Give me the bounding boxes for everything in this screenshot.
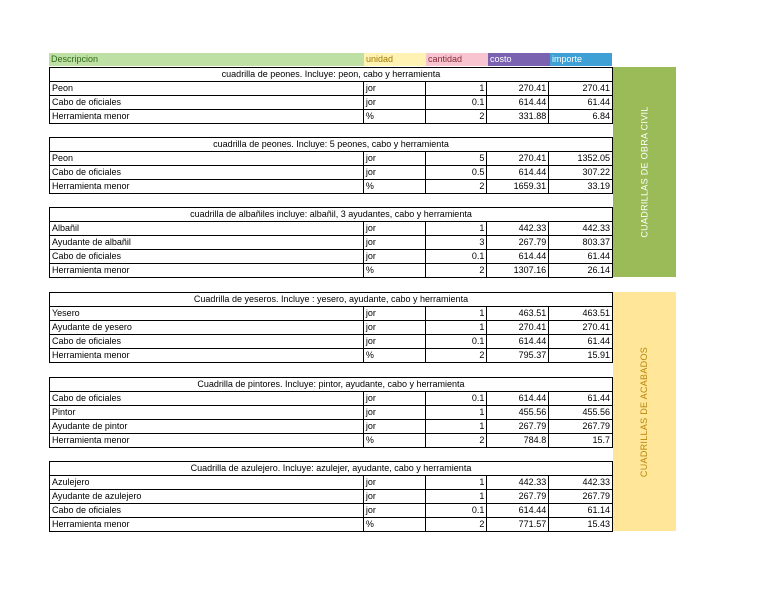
cell-cantidad[interactable]: 1 xyxy=(426,406,488,419)
cell-unidad[interactable]: jor xyxy=(364,490,426,503)
cell-descripcion[interactable]: Herramienta menor xyxy=(50,180,364,193)
table-row xyxy=(50,222,612,236)
cell-unidad[interactable]: jor xyxy=(364,96,426,109)
cell-unidad[interactable]: % xyxy=(364,180,426,193)
crew-block-title[interactable]: cuadrilla de albañiles incluye: albañil, 3 ayudantes, cabo y herramienta xyxy=(50,208,612,222)
cell-unidad[interactable]: jor xyxy=(364,152,426,165)
cell-unidad[interactable]: jor xyxy=(364,392,426,405)
cell-descripcion[interactable]: Albañil xyxy=(50,222,364,235)
cell-cantidad[interactable]: 0.1 xyxy=(426,392,488,405)
cell-costo[interactable]: 270.41 xyxy=(487,152,549,165)
cell-cantidad[interactable]: 0.1 xyxy=(426,250,488,263)
cell-importe[interactable]: 61.14 xyxy=(587,505,610,515)
table-row xyxy=(50,180,612,193)
cell-cantidad[interactable]: 1 xyxy=(426,222,488,235)
header-unidad[interactable]: unidad xyxy=(364,53,426,66)
table-row xyxy=(50,250,612,264)
cell-importe[interactable]: 15.7 xyxy=(592,435,610,445)
table-row xyxy=(50,476,612,490)
cell-importe[interactable]: 267.79 xyxy=(582,491,610,501)
cell-unidad[interactable]: jor xyxy=(364,222,426,235)
cell-costo[interactable]: 795.37 xyxy=(487,349,549,362)
cell-costo[interactable]: 614.44 xyxy=(487,250,549,263)
cell-costo[interactable]: 1307.16 xyxy=(487,264,549,277)
cell-importe[interactable]: 15.43 xyxy=(587,519,610,529)
cell-unidad[interactable]: jor xyxy=(364,476,426,489)
cell-costo[interactable]: 455.56 xyxy=(487,406,549,419)
cell-importe[interactable]: 26.14 xyxy=(587,265,610,275)
table-row xyxy=(50,307,612,321)
cell-descripcion[interactable]: Herramienta menor xyxy=(50,434,364,447)
cell-descripcion[interactable]: Cabo de oficiales xyxy=(50,335,364,348)
header-costo[interactable]: costo xyxy=(488,53,550,66)
column-header-row xyxy=(49,53,612,66)
table-row xyxy=(50,110,612,123)
cell-descripcion[interactable]: Peon xyxy=(50,152,364,165)
cell-unidad[interactable]: % xyxy=(364,518,426,531)
cell-unidad[interactable]: jor xyxy=(364,406,426,419)
cell-descripcion[interactable]: Azulejero xyxy=(50,476,364,489)
cell-descripcion[interactable]: Ayudante de azulejero xyxy=(50,490,364,503)
cell-unidad[interactable]: jor xyxy=(364,236,426,249)
table-row xyxy=(50,166,612,180)
side-label-text: CUADRILLAS DE ACABADOS xyxy=(639,346,650,477)
table-row xyxy=(50,434,612,447)
cell-costo[interactable]: 270.41 xyxy=(487,82,549,95)
cell-importe[interactable]: 307.22 xyxy=(582,167,610,177)
cell-costo[interactable]: 267.79 xyxy=(487,420,549,433)
side-label-obra-civil xyxy=(613,67,676,277)
table-row xyxy=(50,321,612,335)
cell-descripcion[interactable]: Pintor xyxy=(50,406,364,419)
cell-costo[interactable]: 614.44 xyxy=(487,166,549,179)
cell-costo[interactable]: 267.79 xyxy=(487,490,549,503)
cell-unidad[interactable]: jor xyxy=(364,504,426,517)
cell-costo[interactable]: 614.44 xyxy=(487,392,549,405)
cell-descripcion[interactable]: Ayudante de albañil xyxy=(50,236,364,249)
table-row xyxy=(50,392,612,406)
cell-importe[interactable]: 1352.05 xyxy=(577,153,610,163)
cell-descripcion[interactable]: Cabo de oficiales xyxy=(50,250,364,263)
cell-descripcion[interactable]: Herramienta menor xyxy=(50,110,364,123)
table-row xyxy=(50,335,612,349)
header-descripcion[interactable]: Descripcion xyxy=(49,53,364,66)
cell-cantidad[interactable]: 2 xyxy=(426,264,488,277)
cell-unidad[interactable]: % xyxy=(364,434,426,447)
cell-costo[interactable]: 331.88 xyxy=(487,110,549,123)
cell-importe[interactable]: 442.33 xyxy=(582,477,610,487)
crew-block xyxy=(49,292,613,363)
cell-importe[interactable]: 6.84 xyxy=(592,111,610,121)
cell-importe[interactable]: 270.41 xyxy=(582,322,610,332)
cell-cantidad[interactable]: 1 xyxy=(426,420,488,433)
cell-descripcion[interactable]: Herramienta menor xyxy=(50,518,364,531)
cell-descripcion[interactable]: Cabo de oficiales xyxy=(50,392,364,405)
cell-cantidad[interactable]: 0.1 xyxy=(426,335,488,348)
cell-cantidad[interactable]: 2 xyxy=(426,110,488,123)
cell-cantidad[interactable]: 1 xyxy=(426,82,488,95)
crew-block-title[interactable]: cuadrilla de peones. Incluye: 5 peones, cabo y herramienta xyxy=(50,138,612,152)
cell-cantidad[interactable]: 2 xyxy=(426,434,488,447)
cell-costo[interactable]: 614.44 xyxy=(487,96,549,109)
cell-descripcion[interactable]: Cabo de oficiales xyxy=(50,166,364,179)
side-label-acabados xyxy=(613,292,676,531)
cell-cantidad[interactable]: 2 xyxy=(426,349,488,362)
cell-descripcion[interactable]: Cabo de oficiales xyxy=(50,96,364,109)
cell-costo[interactable]: 463.51 xyxy=(487,307,549,320)
cell-cantidad[interactable]: 5 xyxy=(426,152,488,165)
crew-block-title[interactable]: Cuadrilla de yeseros. Incluye : yesero, ayudante, cabo y herramienta xyxy=(50,293,612,307)
cell-importe[interactable]: 455.56 xyxy=(582,407,610,417)
cell-cantidad[interactable]: 1 xyxy=(426,321,488,334)
cell-importe[interactable]: 442.33 xyxy=(582,223,610,233)
cell-cantidad[interactable]: 2 xyxy=(426,518,488,531)
cell-descripcion[interactable]: Yesero xyxy=(50,307,364,320)
cell-cantidad[interactable]: 1 xyxy=(426,490,488,503)
crew-block xyxy=(49,207,613,278)
table-row xyxy=(50,518,612,531)
cell-unidad[interactable]: jor xyxy=(364,420,426,433)
table-row xyxy=(50,406,612,420)
cell-descripcion[interactable]: Herramienta menor xyxy=(50,349,364,362)
cell-unidad[interactable]: jor xyxy=(364,335,426,348)
cell-cantidad[interactable]: 2 xyxy=(426,180,488,193)
crew-block xyxy=(49,461,613,532)
cell-descripcion[interactable]: Peon xyxy=(50,82,364,95)
crew-block-title[interactable]: Cuadrilla de azulejero. Incluye: azulejer, ayudante, cabo y herramienta xyxy=(50,462,612,476)
cell-costo[interactable]: 771.57 xyxy=(487,518,549,531)
cell-unidad[interactable]: jor xyxy=(364,321,426,334)
table-row xyxy=(50,504,612,518)
cell-importe[interactable]: 463.51 xyxy=(582,308,610,318)
cell-unidad[interactable]: jor xyxy=(364,166,426,179)
cell-descripcion[interactable]: Cabo de oficiales xyxy=(50,504,364,517)
cell-cantidad[interactable]: 1 xyxy=(426,307,488,320)
cell-cantidad[interactable]: 3 xyxy=(426,236,488,249)
side-label-text: CUADRILLAS DE OBRA CIVIL xyxy=(639,106,650,238)
table-row xyxy=(50,152,612,166)
cell-importe[interactable]: 270.41 xyxy=(582,83,610,93)
cell-unidad[interactable]: jor xyxy=(364,307,426,320)
header-importe[interactable]: importe xyxy=(550,53,612,66)
cell-cantidad[interactable]: 1 xyxy=(426,476,488,489)
cell-descripcion[interactable]: Ayudante de pintor xyxy=(50,420,364,433)
table-row xyxy=(50,96,612,110)
cell-importe[interactable]: 267.79 xyxy=(582,421,610,431)
cell-unidad[interactable]: % xyxy=(364,110,426,123)
cell-costo[interactable]: 614.44 xyxy=(487,504,549,517)
table-row xyxy=(50,82,612,96)
crew-block xyxy=(49,377,613,448)
cell-costo[interactable]: 442.33 xyxy=(487,476,549,489)
table-row xyxy=(50,349,612,362)
table-row xyxy=(50,490,612,504)
crew-block-title[interactable]: Cuadrilla de pintores. Incluye: pintor, ayudante, cabo y herramienta xyxy=(50,378,612,392)
cell-costo[interactable]: 442.33 xyxy=(487,222,549,235)
cell-importe[interactable]: 61.44 xyxy=(587,251,610,261)
crew-block xyxy=(49,137,613,194)
cell-unidad[interactable]: jor xyxy=(364,82,426,95)
cell-unidad[interactable]: % xyxy=(364,349,426,362)
cell-importe[interactable]: 33.19 xyxy=(587,181,610,191)
header-cantidad[interactable]: cantidad xyxy=(426,53,488,66)
cell-importe[interactable]: 61.44 xyxy=(587,393,610,403)
cell-importe[interactable]: 15.91 xyxy=(587,350,610,360)
cell-cantidad[interactable]: 0.1 xyxy=(426,96,488,109)
cell-costo[interactable]: 784.8 xyxy=(487,434,549,447)
cell-costo[interactable]: 270.41 xyxy=(487,321,549,334)
crew-block-title[interactable]: cuadrilla de peones. Incluye: peon, cabo y herramienta xyxy=(50,68,612,82)
cell-importe[interactable]: 61.44 xyxy=(587,97,610,107)
cell-importe[interactable]: 61.44 xyxy=(587,336,610,346)
cell-costo[interactable]: 1659.31 xyxy=(487,180,549,193)
cell-unidad[interactable]: % xyxy=(364,264,426,277)
table-row xyxy=(50,236,612,250)
cell-descripcion[interactable]: Ayudante de yesero xyxy=(50,321,364,334)
cell-unidad[interactable]: jor xyxy=(364,250,426,263)
cell-costo[interactable]: 614.44 xyxy=(487,335,549,348)
cell-importe[interactable]: 803.37 xyxy=(582,237,610,247)
table-row xyxy=(50,264,612,277)
cell-cantidad[interactable]: 0.1 xyxy=(426,504,488,517)
cell-cantidad[interactable]: 0.5 xyxy=(426,166,488,179)
cell-costo[interactable]: 267.79 xyxy=(487,236,549,249)
cell-descripcion[interactable]: Herramienta menor xyxy=(50,264,364,277)
table-row xyxy=(50,420,612,434)
crew-block xyxy=(49,67,613,124)
